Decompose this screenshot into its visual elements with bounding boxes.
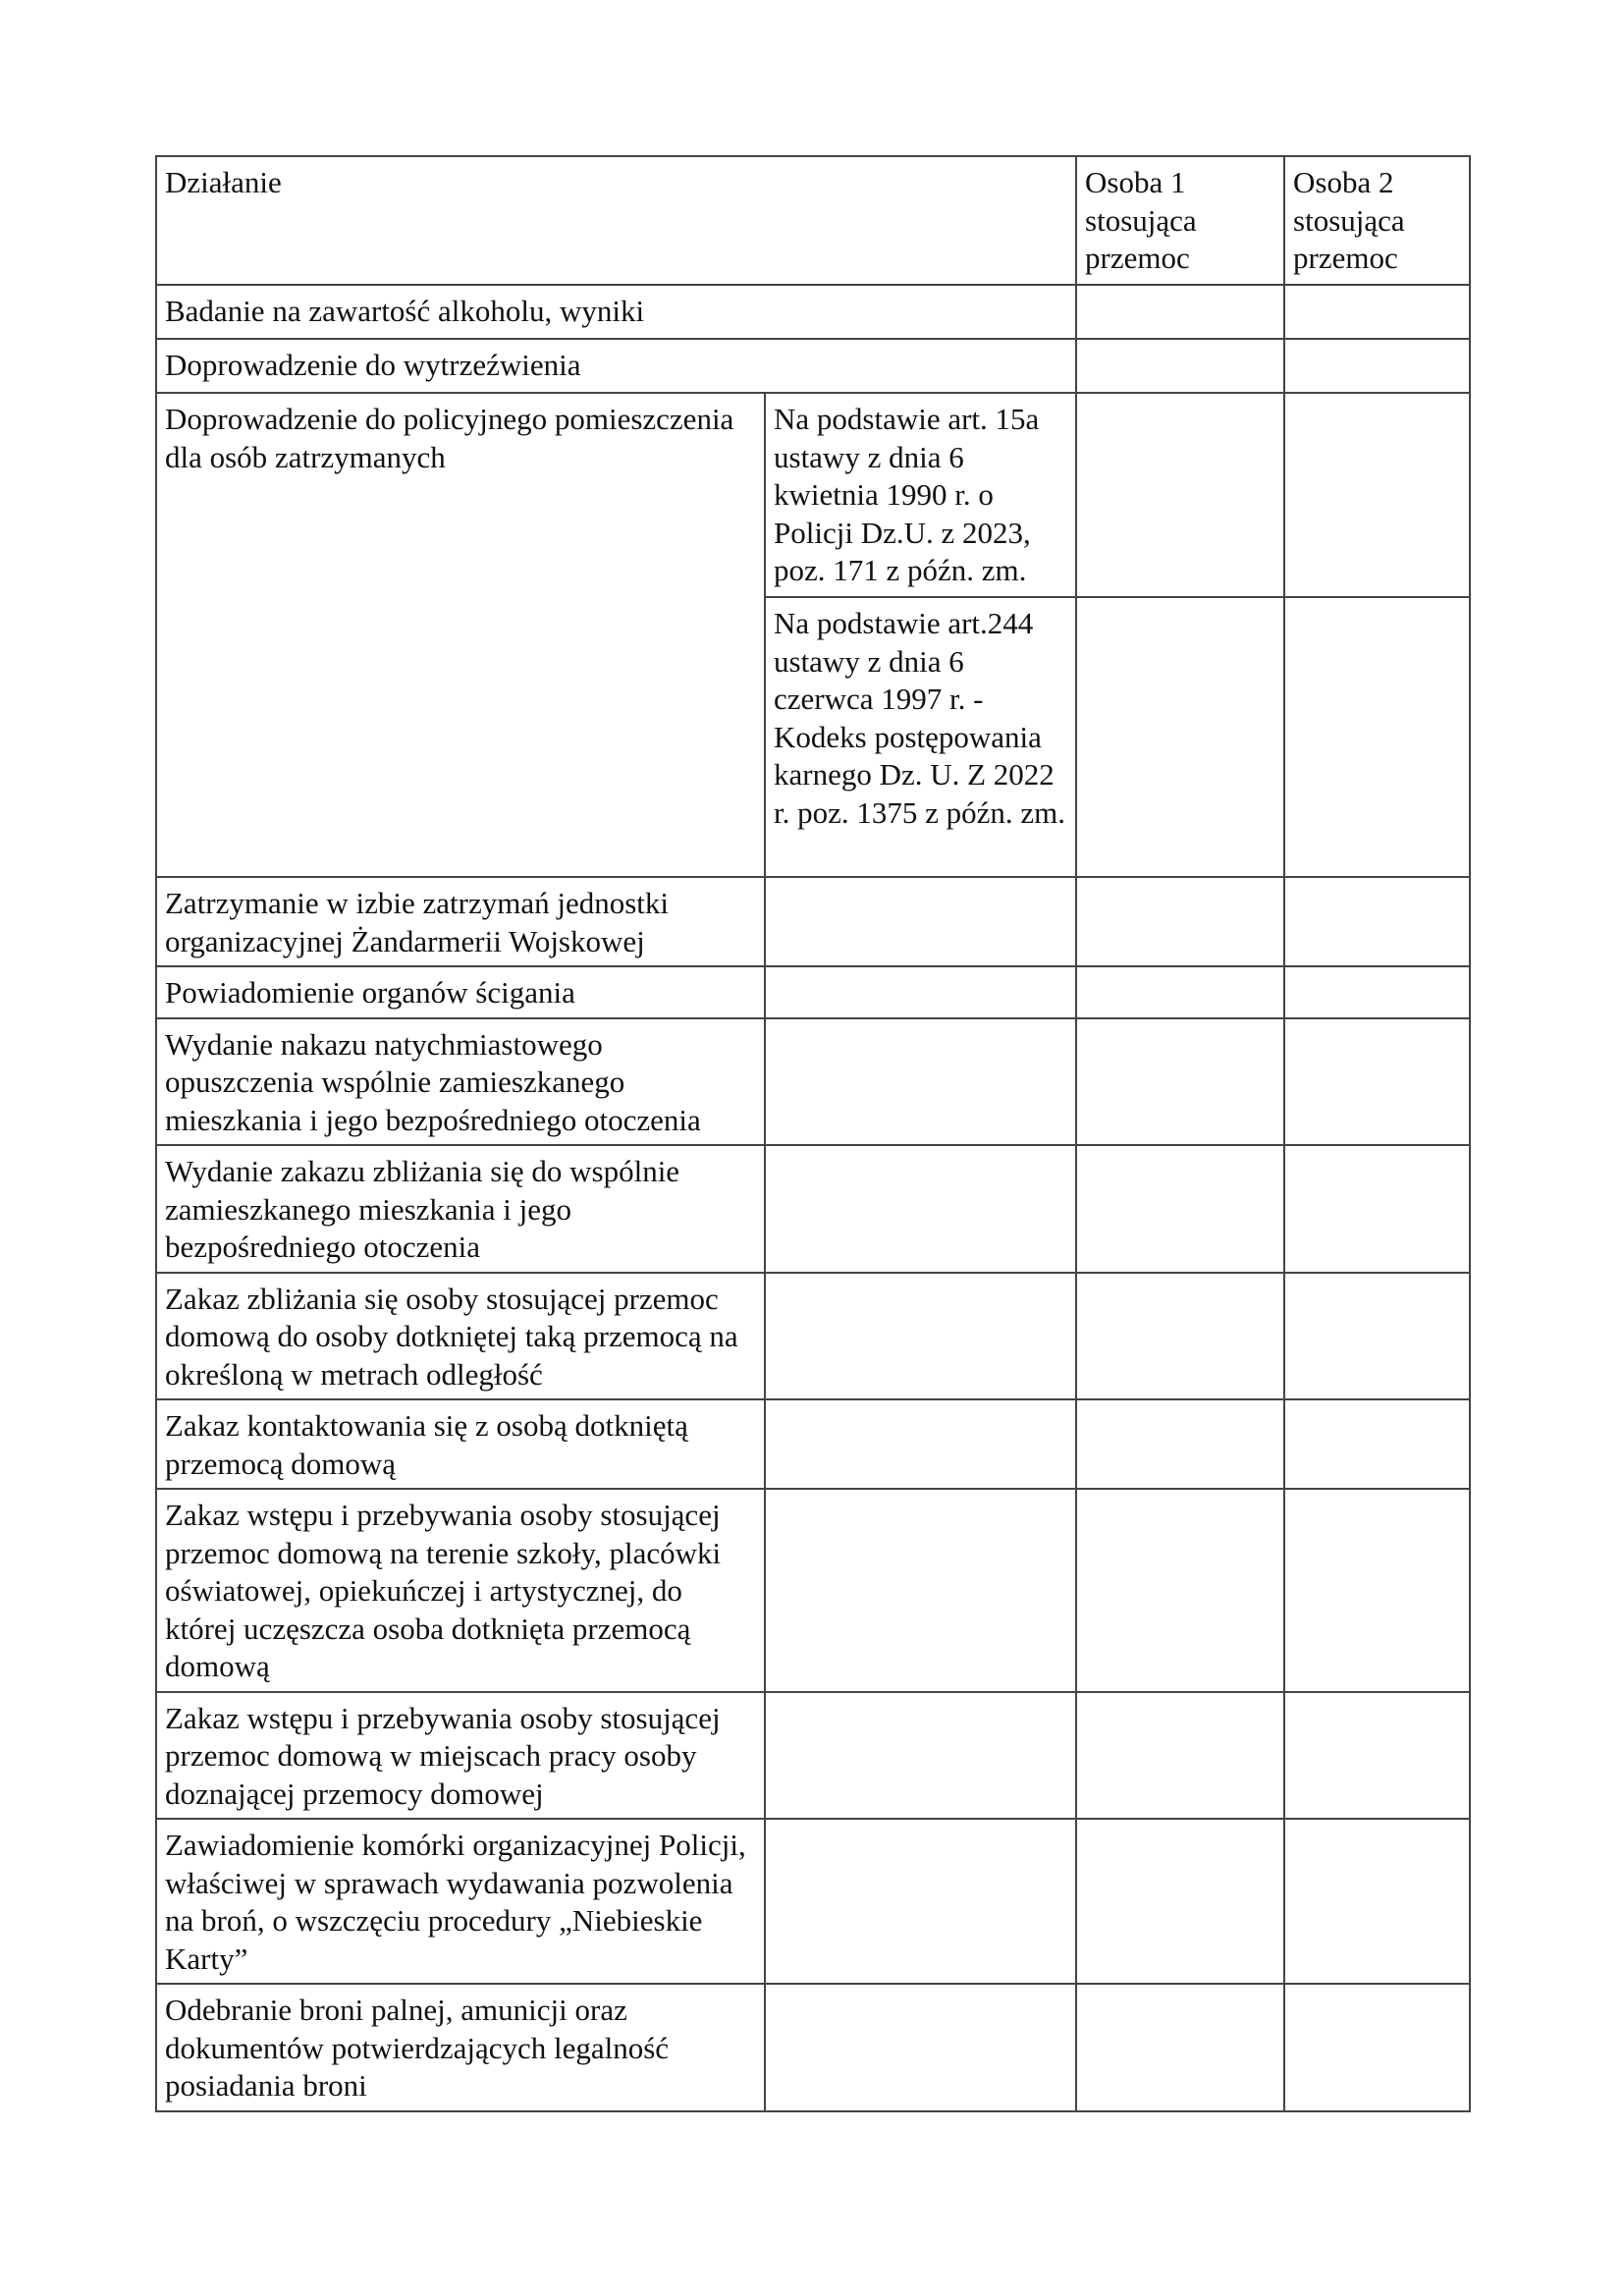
person1-cell[interactable] (1076, 1145, 1284, 1273)
person2-cell[interactable] (1284, 877, 1470, 966)
table-row (156, 1273, 1470, 1400)
person1-cell[interactable] (1076, 877, 1284, 966)
person2-cell[interactable] (1284, 393, 1470, 597)
person2-cell[interactable] (1284, 966, 1470, 1018)
table-row (156, 877, 1470, 966)
action-cell: Doprowadzenie do policyjnego pomieszczenia dla osób zatrzymanych (156, 393, 765, 877)
extra-cell[interactable] (765, 966, 1076, 1018)
extra-cell[interactable] (765, 1984, 1076, 2111)
person2-cell[interactable] (1284, 1018, 1470, 1146)
extra-cell[interactable] (765, 1399, 1076, 1489)
extra-cell[interactable] (765, 1692, 1076, 1820)
person1-cell[interactable] (1076, 1399, 1284, 1489)
table-row (156, 393, 1470, 597)
header-person1: Osoba 1 stosująca przemoc (1076, 156, 1284, 285)
person1-cell[interactable] (1076, 1018, 1284, 1146)
person1-cell[interactable] (1076, 339, 1284, 393)
action-cell: Odebranie broni palnej, amunicji oraz dokumentów potwierdzających legalność posiadania broni (156, 1984, 765, 2111)
extra-cell[interactable] (765, 1819, 1076, 1984)
actions-table (155, 155, 1471, 2112)
person2-cell[interactable] (1284, 285, 1470, 339)
extra-cell[interactable] (765, 1489, 1076, 1692)
extra-cell[interactable] (765, 877, 1076, 966)
action-cell: Zakaz wstępu i przebywania osoby stosującej przemoc domową w miejscach pracy osoby doznającej przemocy domowej (156, 1692, 765, 1820)
action-cell: Doprowadzenie do wytrzeźwienia (156, 339, 1076, 393)
table-row (156, 966, 1470, 1018)
table-row (156, 1984, 1470, 2111)
legal-basis-cell: Na podstawie art.244 ustawy z dnia 6 czerwca 1997 r. - Kodeks postępowania karnego Dz. U. Z 2022 r. poz. 1375 z późn. zm. (765, 597, 1076, 877)
table-row (156, 1399, 1470, 1489)
person2-cell[interactable] (1284, 1273, 1470, 1400)
header-person2: Osoba 2 stosująca przemoc (1284, 156, 1470, 285)
person1-cell[interactable] (1076, 285, 1284, 339)
action-cell: Wydanie zakazu zbliżania się do wspólnie zamieszkanego mieszkania i jego bezpośredniego otoczenia (156, 1145, 765, 1273)
table-row (156, 1018, 1470, 1146)
extra-cell[interactable] (765, 1145, 1076, 1273)
person1-cell[interactable] (1076, 1984, 1284, 2111)
legal-basis-cell: Na podstawie art. 15a ustawy z dnia 6 kwietnia 1990 r. o Policji Dz.U. z 2023, poz. 171 z późn. zm. (765, 393, 1076, 597)
person2-cell[interactable] (1284, 1984, 1470, 2111)
person2-cell[interactable] (1284, 1399, 1470, 1489)
header-action: Działanie (156, 156, 1076, 285)
action-cell: Badanie na zawartość alkoholu, wyniki (156, 285, 1076, 339)
person1-cell[interactable] (1076, 1273, 1284, 1400)
table-row (156, 285, 1470, 339)
person1-cell[interactable] (1076, 393, 1284, 597)
action-cell: Zakaz wstępu i przebywania osoby stosującej przemoc domową na terenie szkoły, placówki oświatowej, opiekuńczej i artystycznej, do której uczęszcza osoba dotknięta przemocą domową (156, 1489, 765, 1692)
extra-cell[interactable] (765, 1273, 1076, 1400)
action-cell: Powiadomienie organów ścigania (156, 966, 765, 1018)
person2-cell[interactable] (1284, 1692, 1470, 1820)
person2-cell[interactable] (1284, 339, 1470, 393)
person1-cell[interactable] (1076, 1819, 1284, 1984)
extra-cell[interactable] (765, 1018, 1076, 1146)
action-cell: Zawiadomienie komórki organizacyjnej Policji, właściwej w sprawach wydawania pozwolenia na broń, o wszczęciu procedury „Niebieskie Karty” (156, 1819, 765, 1984)
person1-cell[interactable] (1076, 597, 1284, 877)
action-cell: Wydanie nakazu natychmiastowego opuszczenia wspólnie zamieszkanego mieszkania i jego bezpośredniego otoczenia (156, 1018, 765, 1146)
person2-cell[interactable] (1284, 1819, 1470, 1984)
table-row (156, 1489, 1470, 1692)
person2-cell[interactable] (1284, 597, 1470, 877)
person2-cell[interactable] (1284, 1145, 1470, 1273)
action-cell: Zakaz kontaktowania się z osobą dotkniętą przemocą domową (156, 1399, 765, 1489)
table-row (156, 1692, 1470, 1820)
person1-cell[interactable] (1076, 1692, 1284, 1820)
table-row (156, 1145, 1470, 1273)
header-row (156, 156, 1470, 285)
person2-cell[interactable] (1284, 1489, 1470, 1692)
table-row (156, 339, 1470, 393)
person1-cell[interactable] (1076, 966, 1284, 1018)
person1-cell[interactable] (1076, 1489, 1284, 1692)
action-cell: Zakaz zbliżania się osoby stosującej przemoc domową do osoby dotkniętej taką przemocą na określoną w metrach odległość (156, 1273, 765, 1400)
action-cell: Zatrzymanie w izbie zatrzymań jednostki organizacyjnej Żandarmerii Wojskowej (156, 877, 765, 966)
table-row (156, 1819, 1470, 1984)
